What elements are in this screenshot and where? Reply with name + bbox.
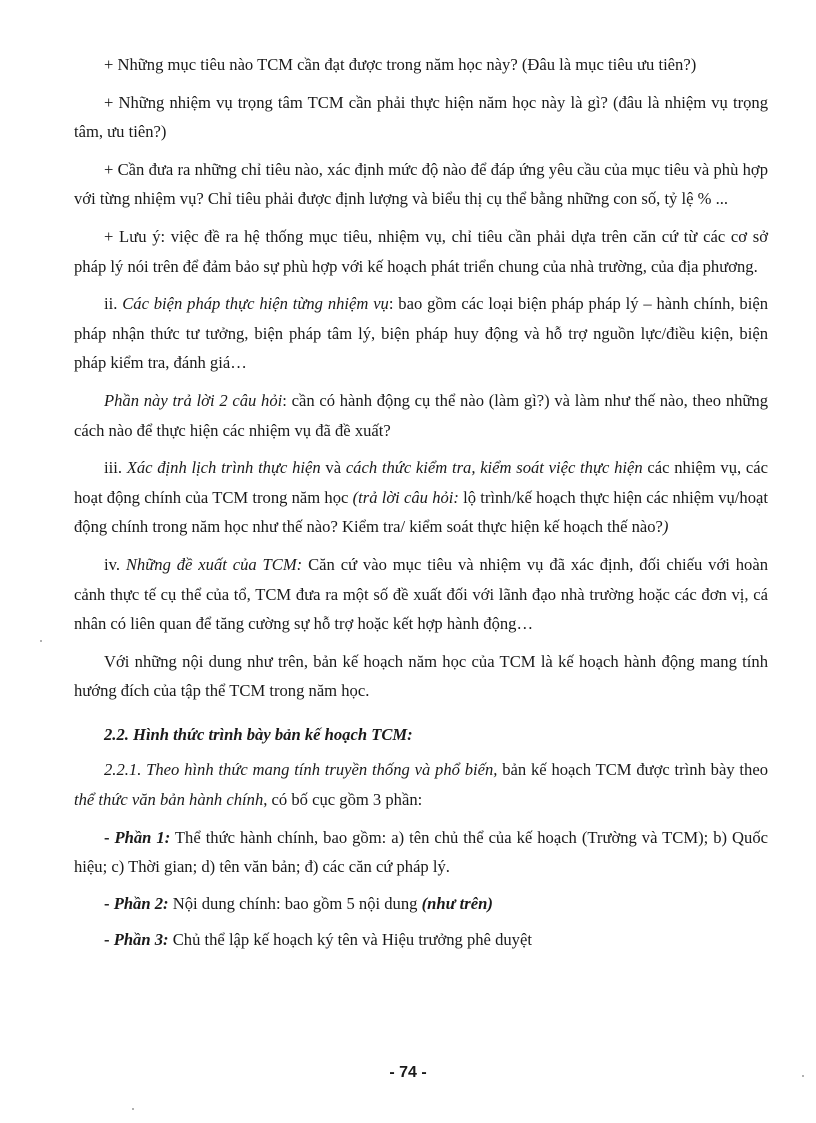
section-heading-2-2: 2.2. Hình thức trình bày bản kế hoạch TCM: [104,724,413,744]
paragraph-part-1: - Phần 1: Thể thức hành chính, bao gồm: a) tên chủ thể của kế hoạch (Trường và TCM); b) Quốc hiệu; c) Thời gian; d) tên văn bản; đ) các căn cứ pháp lý. [74,827,768,877]
paragraph-two-questions: Phần này trả lời 2 câu hỏi: cần có hành động cụ thể nào (làm gì?) và làm như thế nào, theo những cách nào để thực hiện các nhiệm vụ đã đề xuất? [74,390,769,440]
paragraph-proposals: iv. Những đề xuất của TCM: Căn cứ vào mục tiêu và nhiệm vụ đã xác định, đối chiếu với hoàn cảnh thực tế cụ thể của tổ, TCM đưa ra một số đề xuất đối với lãnh đạo nhà trường hoặc các đơn vị, cá nhân có liên quan để tăng cường sự hỗ trợ hoặc kết hợp hành động… [74,554,768,634]
paragraph-summary: Với những nội dung như trên, bản kế hoạch năm học của TCM là kế hoạch hành động mang tính hướng đích của tập thể TCM trong năm học. [74,651,768,701]
scan-speck [132,1108,134,1110]
paragraph-format-traditional: 2.2.1. Theo hình thức mang tính truyền thống và phổ biến, bản kế hoạch TCM được trình bày theo thể thức văn bản hành chính, có bố cục gồm 3 phần: [74,760,769,810]
paragraph-measures: ii. Các biện pháp thực hiện từng nhiệm vụ: bao gồm các loại biện pháp pháp lý – hành chính, biện pháp nhận thức tư tưởng, biện pháp tâm lý, biện pháp huy động và hỗ trợ nguồn lực/điều kiện, biện pháp kiểm tra, đánh giá… [74,294,768,373]
scan-speck [40,640,42,642]
paragraph-note: + Lưu ý: việc đề ra hệ thống mục tiêu, nhiệm vụ, chỉ tiêu cần phải dựa trên căn cứ từ các cơ sở pháp lý nói trên để đảm bảo sự phù hợp với kế hoạch phát triển chung của nhà trường, của địa phương. [74,226,768,276]
paragraph-key-tasks: + Những nhiệm vụ trọng tâm TCM cần phải thực hiện năm học này là gì? (đâu là nhiệm vụ trọng tâm, ưu tiên?) [74,92,768,142]
page-number: - 74 - [389,1064,427,1081]
paragraph-schedule: iii. Xác định lịch trình thực hiện và cách thức kiểm tra, kiểm soát việc thực hiện các nhiệm vụ, các hoạt động chính của TCM trong năm học (trả lời câu hỏi: lộ trình/kế hoạch thực hiện các nhiệm vụ/hoạt động chính trong năm học như thế nào? Kiểm tra/ kiểm soát thực hiện kế hoạch thế nào?) [74,458,768,537]
paragraph-part-2: - Phần 2: Nội dung chính: bao gồm 5 nội dung (như trên) [104,893,493,913]
paragraph-part-3: - Phần 3: Chủ thể lập kế hoạch ký tên và Hiệu trưởng phê duyệt [104,930,532,950]
paragraph-targets: + Cần đưa ra những chỉ tiêu nào, xác định mức độ nào để đáp ứng yêu cầu của mục tiêu và phù hợp với từng nhiệm vụ? Chỉ tiêu phải được định lượng và biểu thị cụ thể bằng những con số, tỷ lệ % ... [74,159,768,209]
page-body [74,50,768,962]
scan-speck [802,1075,804,1077]
paragraph-goals: + Những mục tiêu nào TCM cần đạt được trong năm học này? (Đâu là mục tiêu ưu tiên?) [104,55,697,74]
